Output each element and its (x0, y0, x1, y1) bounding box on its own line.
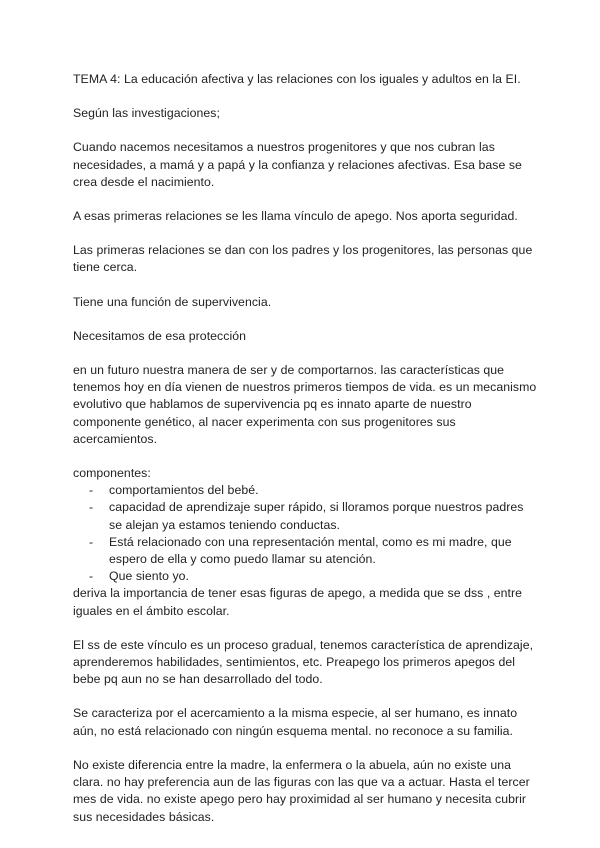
paragraph: Tiene una función de supervivencia. (73, 294, 272, 309)
paragraph: Se caracteriza por el acercamiento a la misma especie, al ser humano, es innato aún, no está relacionado con ningún esquema mental. no reconoce a su familia. (73, 706, 518, 738)
bullet-dash: - (89, 500, 94, 515)
list-item-text: Está relacionado con una representación mental, como es mi madre, que espero de ella y como puedo llamar su atención. (109, 534, 512, 567)
paragraph: Según las investigaciones; (73, 106, 220, 121)
paragraph: Las primeras relaciones se dan con los padres y los progenitores, las personas que tiene cerca. (73, 243, 533, 275)
components-label: componentes: (73, 466, 151, 481)
paragraph: A esas primeras relaciones se les llama vínculo de apego. Nos aporta seguridad. (73, 209, 518, 224)
paragraph: Necesitamos de esa protección (73, 328, 247, 343)
paragraph: en un futuro nuestra manera de ser y de comportarnos. las características que tenemos hoy en día vienen de nuestros primeros tiempos de vida. es un mecanismo evolutivo que hablamos de supervivencia pq es innato aparte de nuestro componente genético, al nacer experimenta con sus progenitores sus acercamientos. (73, 363, 537, 446)
components-list (73, 482, 540, 585)
paragraph: Cuando nacemos necesitamos a nuestros progenitores y que nos cubran las necesidades, a mamá y a papá y la confianza y relaciones afectivas. Esa base se crea desde el nacimiento. (73, 140, 522, 189)
bullet-dash: - (89, 534, 94, 549)
document-title: TEMA 4: La educación afectiva y las relaciones con los iguales y adultos en la EI. (73, 72, 521, 86)
list-item (73, 499, 540, 533)
list-item-text: capacidad de aprendizaje super rápido, si lloramos porque nuestros padres se alejan ya estamos teniendo conductas. (109, 500, 524, 532)
bullet-dash: - (89, 483, 94, 498)
paragraph: El ss de este vínculo es un proceso gradual, tenemos característica de aprendizaje, aprenderemos habilidades, sentimientos, etc. Preapego los primeros apegos del bebe pq aun no se han desarrollado del todo. (73, 637, 534, 687)
list-item-text: Que siento yo. (109, 569, 189, 584)
list-item (73, 568, 540, 585)
paragraph: deriva la importancia de tener esas figuras de apego, a medida que se dss , entre iguales en el ámbito escolar. (73, 586, 523, 618)
list-item-text: comportamientos del bebé. (109, 483, 259, 498)
list-item (73, 534, 540, 568)
bullet-dash: - (89, 569, 94, 584)
paragraph: No existe diferencia entre la madre, la enfermera o la abuela, aún no existe una clara. no hay preferencia aun de las figuras con las que va a actuar. Hasta el tercer mes de vida. no existe apego pero hay proximidad al ser humano y necesita cubrir sus necesidades básicas. (73, 757, 530, 824)
list-item (73, 482, 540, 499)
